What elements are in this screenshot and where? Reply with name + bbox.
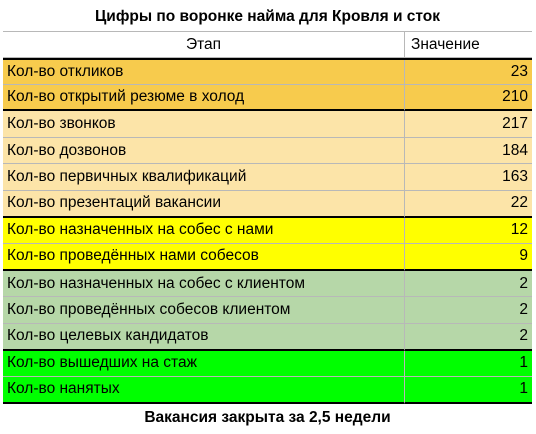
header-stage[interactable]: Этап [3,32,405,58]
table-row [3,191,532,218]
stage-cell[interactable]: Кол-во дозвонов [3,138,405,165]
title-row [3,3,532,32]
sheet-title[interactable]: Цифры по воронке найма для Кровля и сток [3,3,532,32]
value-cell[interactable]: 12 [405,218,532,245]
table-row [3,218,532,245]
value-cell[interactable]: 2 [405,324,532,351]
stage-cell[interactable]: Кол-во целевых кандидатов [3,324,405,351]
footer-note[interactable]: Вакансия закрыта за 2,5 недели [144,409,391,426]
table-row [3,377,532,404]
stage-cell[interactable]: Кол-во откликов [3,60,405,85]
footer-row [3,405,532,431]
value-cell[interactable]: 2 [405,271,532,298]
value-cell[interactable]: 1 [405,351,532,378]
header-value[interactable]: Значение [405,32,532,58]
stage-cell[interactable]: Кол-во назначенных на собес с клиентом [3,271,405,298]
table-row [3,297,532,324]
table-row [3,244,532,271]
table-row [3,271,532,298]
value-cell[interactable]: 9 [405,244,532,271]
value-cell[interactable]: 22 [405,191,532,218]
stage-cell[interactable]: Кол-во звонков [3,111,405,138]
stage-cell[interactable]: Кол-во проведённых нами собесов [3,244,405,271]
stage-cell[interactable]: Кол-во первичных квалификаций [3,164,405,191]
value-cell[interactable]: 217 [405,111,532,138]
table-row [3,138,532,165]
table-row [3,111,532,138]
value-cell[interactable]: 2 [405,297,532,324]
stage-cell[interactable]: Кол-во вышедших на стаж [3,351,405,378]
value-cell[interactable]: 23 [405,60,532,85]
stage-cell[interactable]: Кол-во презентаций вакансии [3,191,405,218]
table-row [3,324,532,351]
value-cell[interactable]: 1 [405,377,532,404]
stage-cell[interactable]: Кол-во нанятых [3,377,405,404]
value-cell[interactable]: 184 [405,138,532,165]
stage-cell[interactable]: Кол-во открытий резюме в холод [3,85,405,112]
value-cell[interactable]: 210 [405,85,532,112]
stage-cell[interactable]: Кол-во проведённых собесов клиентом [3,297,405,324]
table-row [3,351,532,378]
header-row [3,32,532,58]
table-row [3,85,532,112]
table-row [3,164,532,191]
value-cell[interactable]: 163 [405,164,532,191]
funnel-sheet [3,3,532,431]
stage-cell[interactable]: Кол-во назначенных на собес с нами [3,218,405,245]
table-row [3,58,532,85]
